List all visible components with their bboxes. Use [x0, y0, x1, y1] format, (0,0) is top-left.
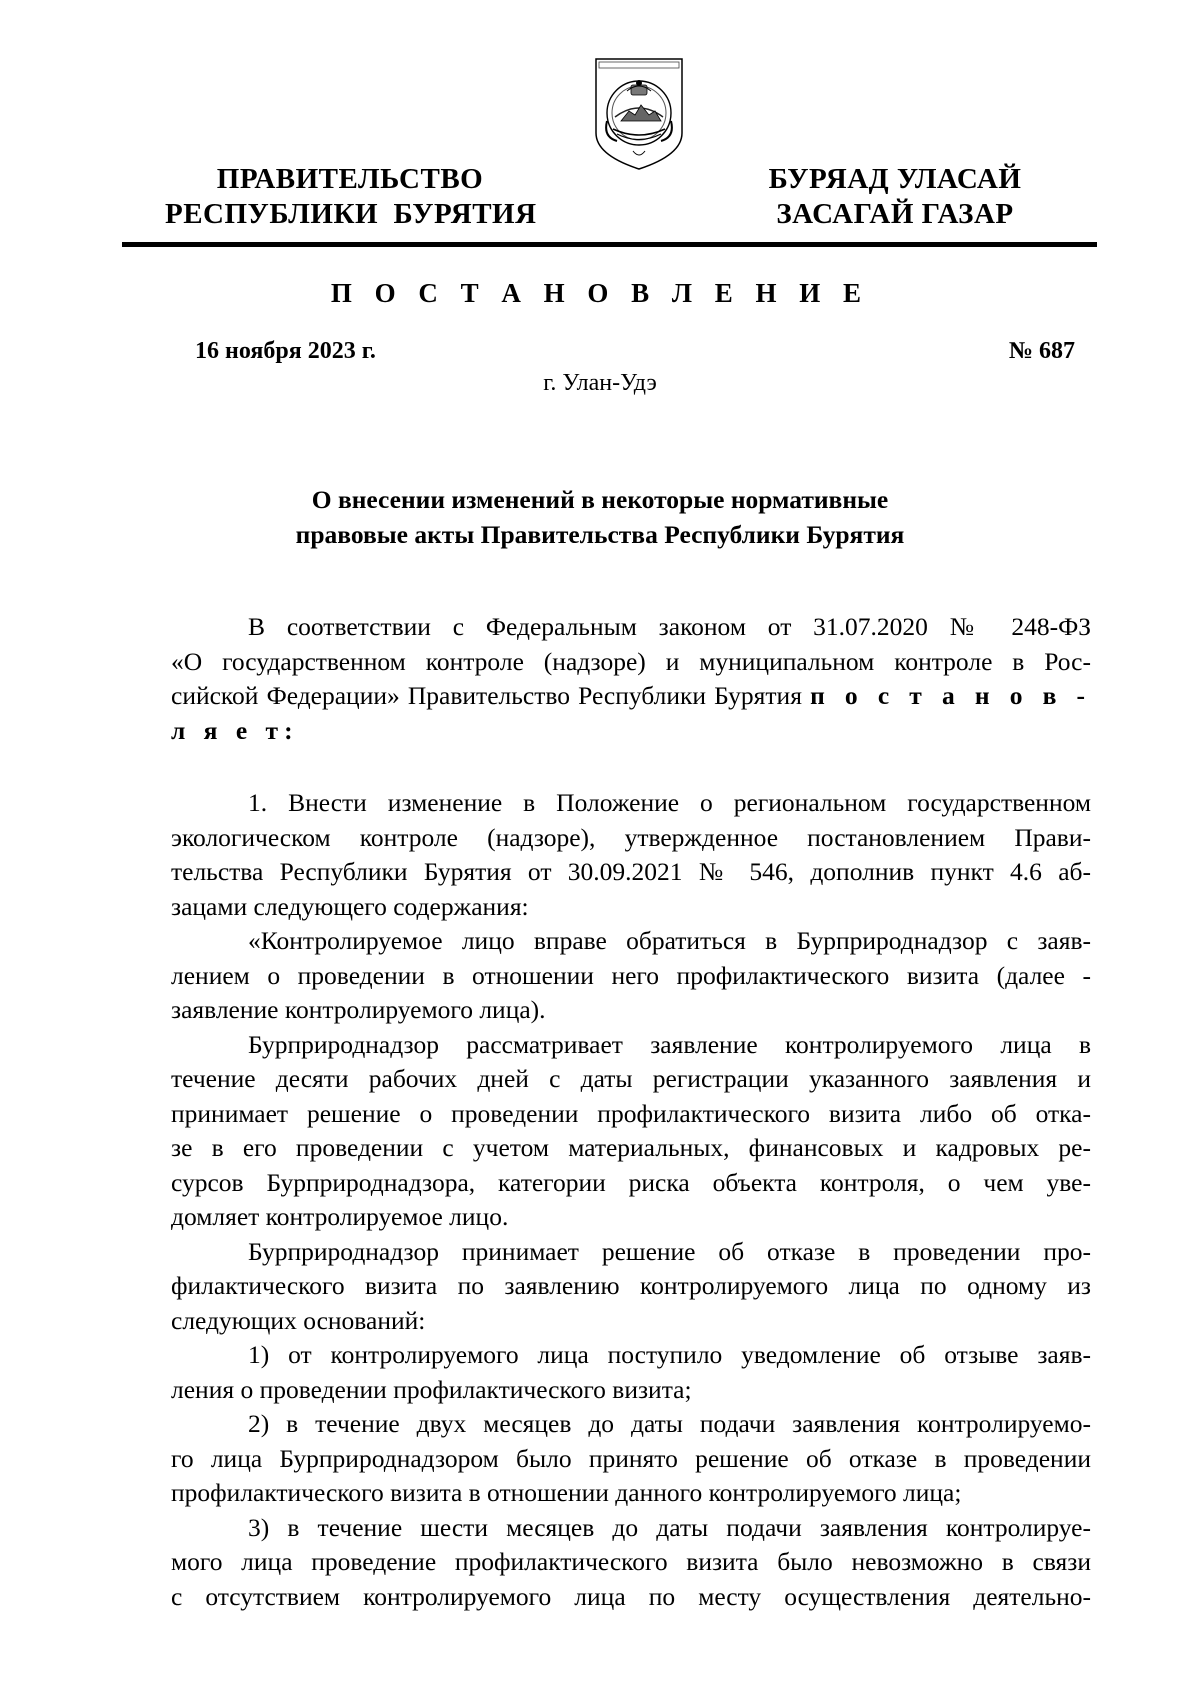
coat-of-arms-icon [593, 55, 685, 173]
text-line: 2) в течение двух месяцев до даты подачи заявления контролируемо- [248, 1409, 1091, 1438]
text-line: «О государственном контроле (надзоре) и муниципальном контроле в Рос- [171, 646, 1091, 676]
paragraph-review [171, 1028, 1091, 1235]
text-line: 3) в течение шести месяцев до даты подачи заявления контролируе- [248, 1512, 1091, 1542]
text-fragment: сийской Федерации» Правительство Республики Бурятия [171, 681, 802, 710]
text-line: зе в его проведении с учетом материальных, финансовых и кадровых ре- [171, 1133, 1091, 1162]
text-line: лением о проведении в отношении него профилактического визита (далее - [171, 960, 1091, 990]
paragraph-refusal [171, 1235, 1091, 1339]
resolves-word: л я е т: [171, 715, 299, 745]
text-line: экологическом контроле (надзоре), утвержденное постановлением Прави- [171, 822, 1091, 852]
text-line: 1. Внести изменение в Положение о региональном государственном [248, 788, 1091, 817]
document-date: 16 ноября 2023 г. [195, 338, 376, 364]
text-line: филактического визита по заявлению контролируемого лица по одному из [171, 1271, 1091, 1300]
document-body [171, 610, 1091, 1614]
resolves-word: п о с т а н о в - [810, 681, 1092, 710]
text-line: В соответствии с Федеральным законом от 31.07.2020 № 248-ФЗ [248, 612, 1091, 641]
text-line: профилактического визита в отношении данного контролируемого лица; [171, 1478, 962, 1507]
text-line: с отсутствием контролируемого лица по месту осуществления деятельно- [171, 1581, 1091, 1611]
text-line: следующих оснований: [171, 1305, 426, 1335]
text-line [171, 679, 1091, 714]
paragraph-preamble [171, 610, 1091, 748]
title-line: правовые акты Правительства Республики Бурятия [295, 520, 905, 549]
paragraph-ground-1 [171, 1338, 1091, 1407]
text-line: зацами следующего содержания: [171, 891, 529, 921]
paragraph-quote-start [171, 924, 1091, 1028]
document-number: № 687 [1008, 338, 1075, 364]
document-type: П О С Т А Н О В Л Е Н И Е [330, 278, 870, 308]
text-line: «Контролируемое лицо вправе обратиться в Бурприроднадзор с заяв- [248, 926, 1091, 955]
title-line: О внесении изменений в некоторые нормативные [311, 485, 889, 514]
text-line: тельства Республики Бурятия от 30.09.2021 № 546, дополнив пункт 4.6 аб- [171, 857, 1091, 886]
text-line: заявление контролируемого лица). [171, 995, 546, 1024]
document-city: г. Улан-Удэ [543, 370, 657, 396]
text-line: сурсов Бурприроднадзора, категории риска объекта контроля, о чем уве- [171, 1167, 1091, 1197]
text-line: течение десяти рабочих дней с даты регистрации указанного заявления и [171, 1064, 1091, 1093]
text-line: мого лица проведение профилактического визита было невозможно в связи [171, 1547, 1091, 1576]
paragraph-ground-3 [171, 1511, 1091, 1615]
text-line [171, 714, 1091, 749]
paragraph-ground-2 [171, 1407, 1091, 1511]
text-line: домляет контролируемое лицо. [171, 1202, 509, 1231]
header-right-line1: БУРЯАД УЛАСАЙ [768, 163, 1022, 195]
text-line: принимает решение о проведении профилактического визита либо об отка- [171, 1098, 1091, 1128]
text-line: го лица Бурприроднадзором было принято решение об отказе в проведении [171, 1443, 1091, 1473]
document-title [150, 482, 1050, 552]
header-right-line2: ЗАСАГАЙ ГАЗАР [776, 198, 1014, 230]
header-government-ru [165, 162, 535, 232]
text-line: Бурприроднадзор рассматривает заявление контролируемого лица в [248, 1029, 1091, 1059]
text-line: ления о проведении профилактического визита; [171, 1374, 692, 1404]
header-divider [122, 242, 1097, 247]
text-line: 1) от контролируемого лица поступило уведомление об отзыве заяв- [248, 1340, 1091, 1369]
header-left-line1: ПРАВИТЕЛЬСТВО [216, 163, 484, 195]
text-line: Бурприроднадзор принимает решение об отказе в проведении про- [248, 1236, 1091, 1266]
header-left-line2: РЕСПУБЛИКИ БУРЯТИЯ [165, 198, 537, 230]
paragraph-item-1 [171, 786, 1091, 924]
header-government-bua [755, 162, 1035, 232]
